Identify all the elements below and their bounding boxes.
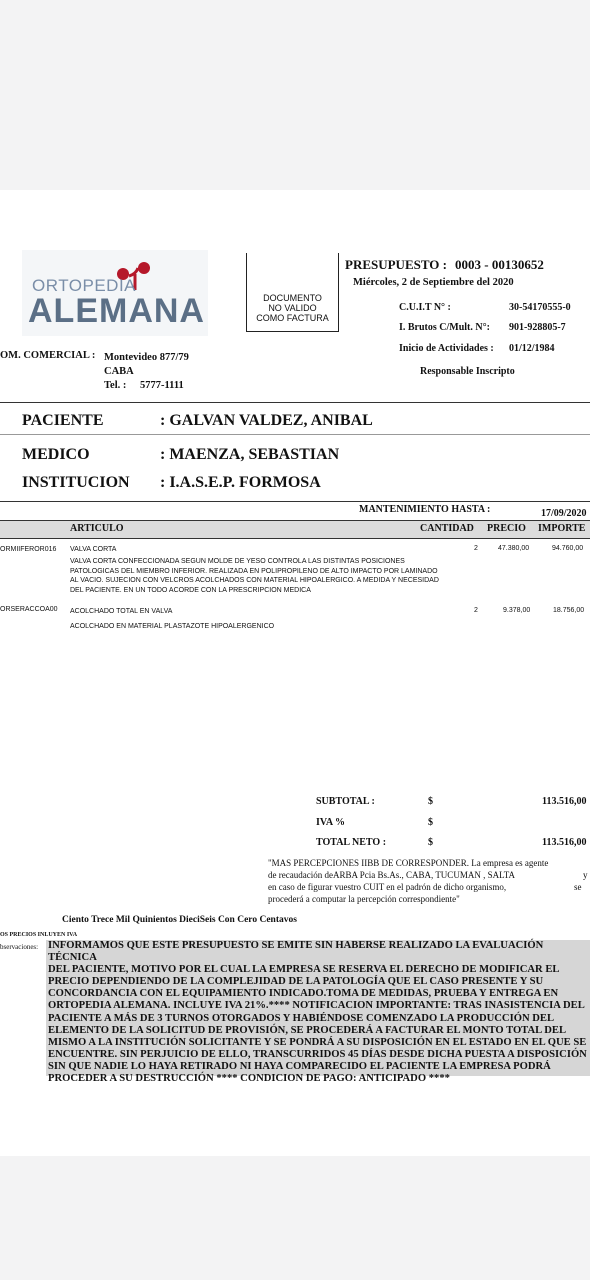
obs-line: ELEMENTO DE LA SOLICITUD DE PROVISIÓN, SE PROCEDERÁ A FACTURAR EL MONTO TOTAL DEL (48, 1024, 567, 1036)
row1-description: VALVA CORTA CONFECCIONADA SEGUN MOLDE DE YESO CONTROLA LAS DISTINTAS POSICIONES PATOLOGICAS DEL MIEMBRO INFERIOR. REALIZADA EN POLIPROPILENO DE ALTO IMPACTO POR LAMINADO AL VACIO. SUJECION CON VELCROS ACOLCHADOS CON MATERIAL HIPOALERGICO. A MEDIDA Y NECESIDAD DEL PACIENTE. EN UN TODO ACORDE CON LA PRESCRIPCION MEDICA (70, 558, 439, 594)
obs-line: CONCORDANCIA CON EL EQUIPAMIENTO INDICADO.TOMA DE MEDIDAS, PRUEBA Y ENTREGA EN (48, 988, 559, 1000)
company-logo (22, 250, 208, 336)
inicio-label: Inicio de Actividades : (399, 343, 494, 354)
percepciones-line2-end: y (583, 870, 588, 880)
divider (0, 434, 590, 435)
doc-box-line2: NO VALIDO (268, 303, 317, 313)
institucion-value: : I.A.S.E.P. FORMOSA (160, 474, 321, 491)
document-page (0, 190, 590, 1156)
medico-label: MEDICO (22, 446, 90, 463)
row1-name: VALVA CORTA (70, 546, 117, 553)
obs-line: DEL PACIENTE, MOTIVO POR EL CUAL LA EMPRESA SE RESERVA EL DERECHO DE MODIFICAR EL (48, 964, 560, 976)
row2-name: ACOLCHADO TOTAL EN VALVA (70, 608, 173, 615)
row1-qty: 2 (474, 545, 478, 552)
ibrutos-label: I. Brutos C/Mult. N°: (399, 322, 490, 333)
neto-value: 113.516,00 (542, 837, 587, 848)
neto-currency: $ (428, 837, 433, 848)
document-date: Miércoles, 2 de Septiembre del 2020 (353, 277, 514, 288)
obs-line: ORTOPEDIA ALEMANA. INCLUYE IVA 21%.**** NOTIFICACION IMPORTANTE: TRAS INASISTENCIA DEL (48, 1000, 585, 1012)
responsable-text: Responsable Inscripto (420, 366, 515, 377)
obs-line: INFORMAMOS QUE ESTE PRESUPUESTO SE EMITE SIN HABERSE REALIZADO LA EVALUACIÓN TÉCNICA (48, 940, 544, 964)
observaciones-box (46, 940, 590, 1085)
subtotal-value: 113.516,00 (542, 796, 587, 807)
address-street: Montevideo 877/79 (104, 352, 189, 363)
row2-amount: 18.756,00 (553, 607, 585, 614)
obs-line: PROCEDER A SU DESTRUCCIÓN **** CONDICION DE PAGO: ANTICIPADO **** (48, 1073, 450, 1085)
presupuesto-label: PRESUPUESTO : (345, 257, 447, 272)
amount-in-words: Ciento Trece Mil Quinientos DieciSeis Con Cero Centavos (62, 915, 297, 925)
institucion-label: INSTITUCION (22, 474, 130, 491)
medico-value: : MAENZA, SEBASTIAN (160, 446, 340, 463)
row1-amount: 94.760,00 (552, 545, 584, 552)
paciente-label: PACIENTE (22, 412, 104, 429)
row2-price: 9.378,00 (503, 607, 531, 614)
tel-value: 5777-1111 (140, 380, 184, 391)
mantenimiento-label: MANTENIMIENTO HASTA : (359, 504, 491, 515)
iva-label: IVA % (316, 817, 345, 828)
observaciones-label: bservaciones: (0, 943, 39, 951)
logo-top-text: ORTOPEDIA (32, 276, 137, 295)
presupuesto-number: 0003 - 00130652 (455, 257, 544, 272)
iva-currency: $ (428, 817, 433, 828)
address-label: OM. COMERCIAL : (0, 350, 96, 361)
percepciones-line2: de recaudación deARBA Pcia Bs.As., CABA, TUCUMAN , SALTA (268, 870, 516, 880)
col-precio: PRECIO (487, 523, 526, 534)
obs-line: SIN QUE NADIE LO HAYA RETIRADO NI HAYA COMPARECIDO EL PACIENTE LA EMPRESA PODRÁ (48, 1060, 551, 1072)
col-importe: IMPORTE (538, 523, 586, 534)
col-articulo: ARTICULO (70, 523, 124, 534)
obs-line: PRECIO DEPENDIENDO DE LA COMPLEJIDAD DE LA PATOLOGÍA QUE EL CASO PRESENTE Y SU (48, 976, 544, 988)
row1-price: 47.380,00 (498, 545, 530, 552)
percepciones-line1: "MAS PERCEPCIONES IIBB DE CORRESPONDER. La empresa es agente (268, 858, 549, 868)
paciente-value: : GALVAN VALDEZ, ANIBAL (160, 412, 373, 429)
divider (0, 501, 590, 502)
percepciones-line3-end: se (574, 882, 582, 892)
row2-description: ACOLCHADO EN MATERIAL PLASTAZOTE HIPOALERGENICO (70, 623, 275, 630)
ibrutos-value: 901-928805-7 (509, 322, 566, 333)
table-header (0, 520, 590, 539)
precios-note: OS PRECIOS INLUYEN IVA (0, 932, 78, 938)
divider (0, 402, 590, 403)
obs-line: MISMO A LA INSTITUCIÓN SOLICITANTE Y SE PONDRÁ A SU DISPOSICIÓN EN EL ESTADO EN EL QUE SE (48, 1036, 587, 1048)
doc-box-line3: COMO FACTURA (256, 313, 329, 323)
row2-code: ORSERACCOA00 (0, 606, 58, 613)
neto-label: TOTAL NETO : (316, 837, 387, 848)
cuit-value: 30-54170555-0 (509, 302, 571, 313)
address-city: CABA (104, 366, 134, 377)
subtotal-currency: $ (428, 796, 433, 807)
percepciones-line3: en caso de figurar vuestro CUIT en el padrón de dicho organismo, (268, 882, 507, 892)
row1-code: ORMIIFEROR016 (0, 546, 57, 553)
doc-box-line1: DOCUMENTO (263, 293, 322, 303)
row2-qty: 2 (474, 607, 478, 614)
invalid-document-box (246, 253, 339, 332)
col-cantidad: CANTIDAD (420, 523, 474, 534)
obs-line: ENCUENTRE. SIN PERJUICIO DE ELLO, TRANSCURRIDOS 45 DÍAS DESDE DICHA PUESTA A DISPOSICIÓN (48, 1048, 587, 1060)
tel-label: Tel. : (104, 380, 127, 391)
logo-bottom-text: ALEMANA (28, 292, 205, 330)
subtotal-label: SUBTOTAL : (316, 796, 375, 807)
mantenimiento-value: 17/09/2020 (541, 508, 587, 519)
obs-line: PACIENTE A MÁS DE 3 TURNOS OTORGADOS Y HABIÉNDOSE COMENZADO LA PRODUCCIÓN DEL (48, 1012, 555, 1024)
percepciones-line4: procederá a computar la percepción correspondiente" (268, 894, 460, 904)
cuit-label: C.U.I.T N° : (399, 302, 451, 313)
inicio-value: 01/12/1984 (509, 343, 555, 354)
